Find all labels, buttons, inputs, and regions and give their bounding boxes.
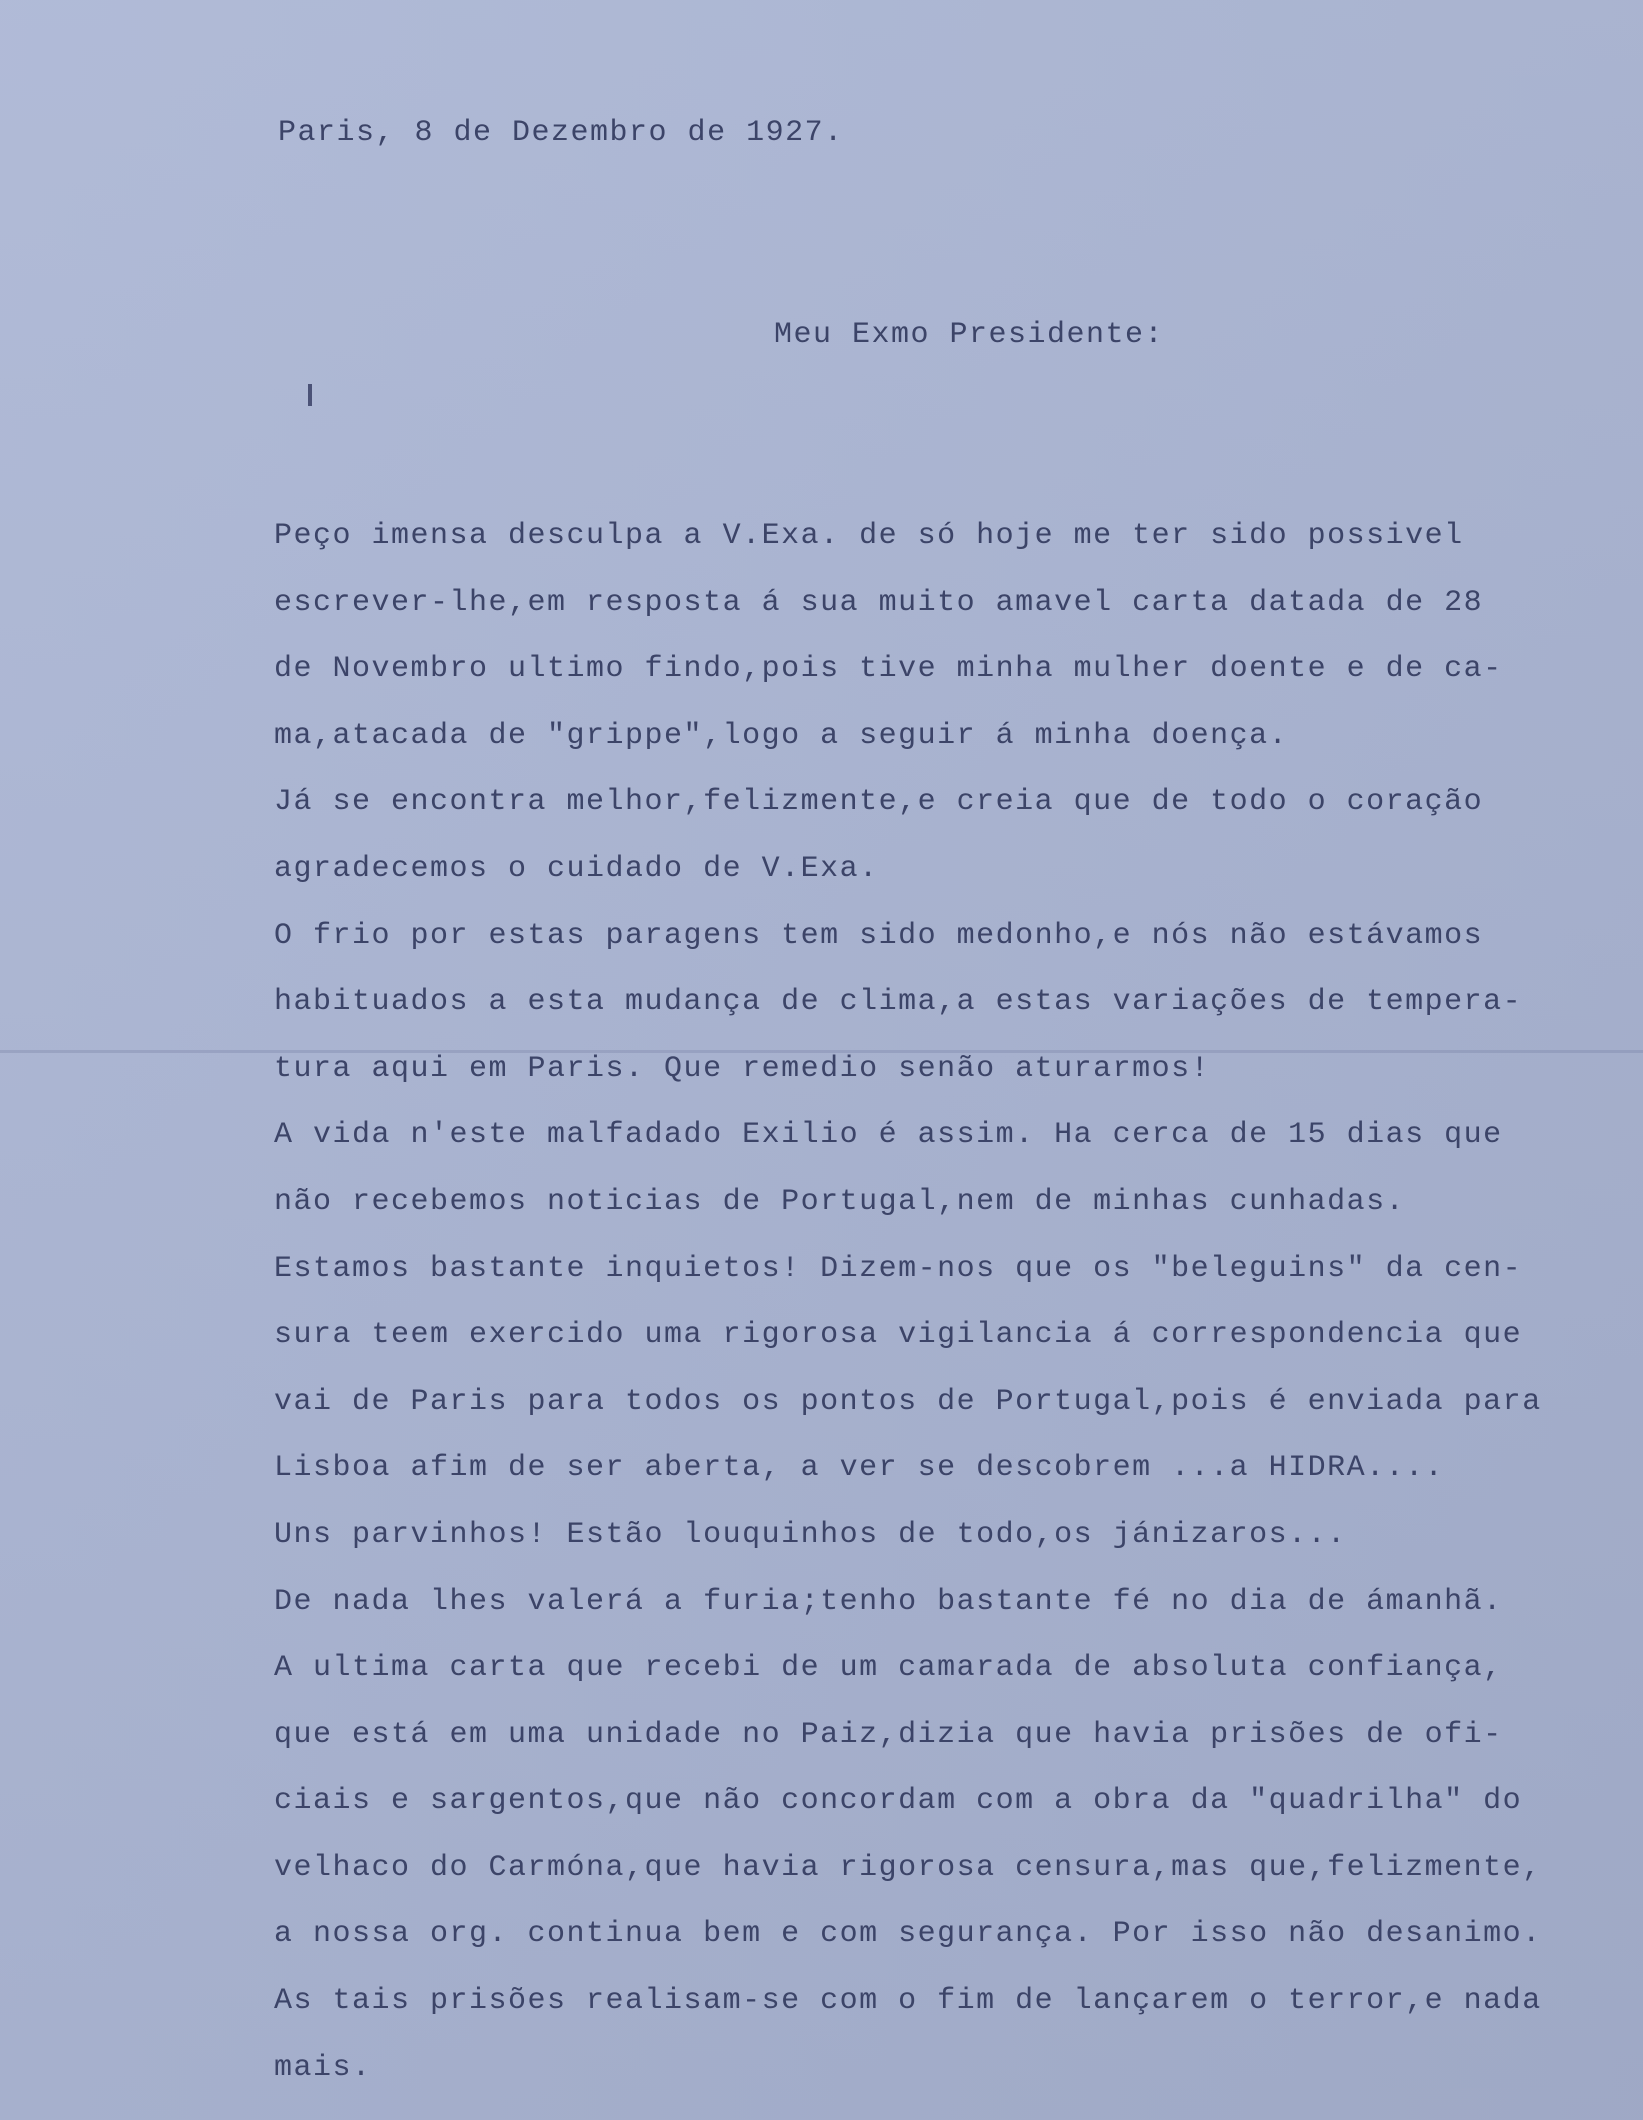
letter-line: vai de Paris para todos os pontos de Portugal,pois é enviada para (274, 1384, 1542, 1419)
letter-line: que está em uma unidade no Paiz,dizia que havia prisões de ofi- (274, 1717, 1503, 1752)
letter-line: velhaco do Carmóna,que havia rigorosa censura,mas que,felizmente, (274, 1850, 1542, 1885)
letter-line: escrever-lhe,em resposta á sua muito amavel carta datada de 28 (274, 585, 1484, 620)
letter-body (274, 516, 1604, 2114)
letter-line: ciais e sargentos,que não concordam com a obra da "quadrilha" do (274, 1784, 1523, 1819)
letter-line: de Novembro ultimo findo,pois tive minha mulher doente e de ca- (274, 652, 1503, 687)
letter-line: O frio por estas paragens tem sido medonho,e nós não estávamos (274, 918, 1484, 953)
letter-line: Peço imensa desculpa a V.Exa. de só hoje me ter sido possivel (274, 519, 1464, 553)
letter-date: Paris, 8 de Dezembro de 1927. (278, 116, 844, 150)
letter-line: Lisboa afim de ser aberta, a ver se descobrem ...a HIDRA.... (274, 1451, 1445, 1486)
letter-line: a nossa org. continua bem e com segurança. Por isso não desanimo. (274, 1917, 1542, 1952)
letter-line: Estamos bastante inquietos! Dizem-nos que os "beleguins" da cen- (274, 1251, 1523, 1286)
letter-line: ma,atacada de "grippe",logo a seguir á minha doença. (274, 718, 1289, 753)
letter-line: Já se encontra melhor,felizmente,e creia que de todo o coração (274, 785, 1484, 820)
letter-line: A vida n'este malfadado Exilio é assim. Ha cerca de 15 dias que (274, 1118, 1503, 1153)
ink-mark (308, 384, 312, 406)
letter-line: mais. (274, 2050, 372, 2085)
letter-line: habituados a esta mudança de clima,a estas variações de tempera- (274, 985, 1523, 1020)
letter-line: A ultima carta que recebi de um camarada de absoluta confiança, (274, 1651, 1503, 1686)
letter-line: agradecemos o cuidado de V.Exa. (274, 851, 879, 886)
letter-line: Uns parvinhos! Estão louquinhos de todo,os jánizaros... (274, 1517, 1347, 1552)
letter-line: não recebemos noticias de Portugal,nem de minhas cunhadas. (274, 1184, 1406, 1219)
letter-line: tura aqui em Paris. Que remedio senão aturarmos! (274, 1051, 1211, 1086)
letter-salutation: Meu Exmo Presidente: (774, 318, 1165, 352)
letter-line: De nada lhes valerá a furia;tenho bastante fé no dia de ámanhã. (274, 1584, 1503, 1619)
letter-line: As tais prisões realisam-se com o fim de lançarem o terror,e nada (274, 1984, 1542, 2019)
letter-line: sura teem exercido uma rigorosa vigilancia á correspondencia que (274, 1318, 1523, 1353)
